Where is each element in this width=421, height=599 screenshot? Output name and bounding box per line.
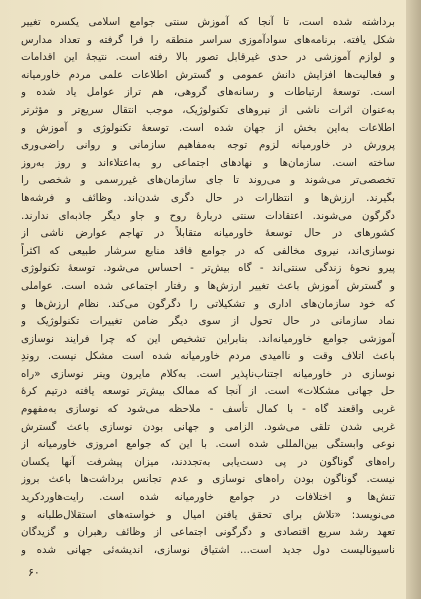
text-line: می‌نویسد: «تلاش برای تحقق یافتن امیال و خواسته‌های استقلال‌طلبانه و	[21, 508, 395, 521]
text-line: نوسازی‌اند، نیروی مخالفی که در جوامع فاقد منابع سرشار طبیعی که اکثراً	[21, 244, 395, 257]
text-line: پیرو نحوهٔ زندگی سنتی‌اند - گاه بیش‌تر - احساس می‌شود. توسعهٔ تکنولوژی	[21, 262, 395, 275]
text-line: نیست. گوناگون بودن راه‌های نوسازی و عدم تجانس برداشت‌ها باعث بروز	[21, 473, 395, 486]
text-line: بگیرند. ارزش‌ها و انتظارات در حال دگری شدن‌اند. وظائف و فرشه‌ها	[21, 191, 395, 204]
text-line: ساخته است. سازمان‌ها و نهادهای اجتماعی رو به‌اعتلاء‌اند و روز به‌روز	[21, 156, 395, 169]
text-line: حل جهانی مشکلات» است. از آنجا که ممالک بیش‌تر توسعه یافته درتیم کرهٔ	[21, 385, 395, 398]
text-line: ناسیونالیست دول جدید است... اشتیاق نوسازی، اندیشه‌ئی جهانی شده و	[21, 543, 395, 556]
text-line: و لوازم آموزشی در حدی غیرقابل تصور بالا رفته است. نتیجهٔ این اقدامات	[21, 51, 395, 64]
text-line: برداشته شده است، تا آنجا که آموزش سنتی جوامع اسلامی یکسره تغییر	[21, 16, 395, 28]
text-line: و فعالیت‌ها افزایش دانش عمومی و گسترش اطلاعات علمی مردم خاورمیانه	[21, 68, 395, 81]
text-line: باعث اتلاف وقت و ناامیدی مردم خاورمیانه شده است مشکل نیست. روندِ	[21, 350, 395, 363]
page-edge	[406, 0, 421, 599]
text-line: غربی شدن تلقی می‌شود. الزامی و جهانی بودن نوسازی باعث گسترش	[21, 420, 395, 433]
text-line: کشورهای در حال توسعهٔ خاورمیانه متقابلاً در تهاجم عوارض ناشی از	[21, 227, 395, 240]
text-line: تنش‌ها و اختلافات در جوامع خاورمیانه شده است. رایت‌هاوردکرید	[21, 491, 395, 504]
text-line: اطلاعات به‌این بخش از جهان شده است. توسعهٔ تکنولوژی و آموزش و	[21, 121, 395, 134]
text-line: نماد سازمانی در حال تحول از سوی دیگر ضامن تغییرات تکنولوژیک و	[21, 315, 395, 328]
text-line: دگرگون می‌شوند. اعتقادات سنتی دربارهٔ روح و جاو دیگر جاذبه‌ای ندارند.	[21, 209, 395, 222]
text-line: و گسترش آموزش باعث تغییر ارزش‌ها و رفتار اجتماعی شده است. عواملی	[21, 279, 395, 292]
text-line: پرورش در خاورمیانه لزوم توجه به‌مفاهیم سازمانی و روانی راضی‌وری	[21, 139, 395, 152]
page-number: ۶۰	[28, 566, 40, 579]
text-line: آموزشی جوامع خاورمیانه‌اند. بنابراین تشخیص این که چرا فرایند نوسازی	[21, 332, 395, 345]
text-line: تخصصی‌تر می‌شوند و می‌روند تا جای سازمان‌های غیررسمی و شخصی را	[21, 174, 395, 187]
body-text	[21, 14, 395, 559]
text-line: غربی واقعند گاه - با کمال تأسف - ملاحظه می‌شود که نوسازی به‌مفهوم	[21, 403, 395, 416]
text-line: شکل یافته. برنامه‌های سوادآموزی سراسر منطقه را فرا گرفته و تعداد مدارس	[21, 33, 395, 46]
text-line: تعهد رشد سریع اقتصادی و دگرگونی اجتماعی از وظائف رهبران و گزیدگان	[21, 526, 395, 539]
text-line: راه‌های گوناگون در پی دست‌یابی به‌تجددند، میزان پیشرفت آنها یکسان	[21, 455, 395, 468]
text-line: به‌عنوان اثرات ناشی از نیروهای تکنولوژیک، موجب انتقال سریع‌تر و مؤثرتر	[21, 103, 395, 116]
text-line: نوعی وابستگی بین‌المللی شده است. با این که جوامع امروزی خاورمیانه از	[21, 438, 395, 451]
text-line: که خود سازمان‌های اداری و تشکیلاتی را دگرگون می‌کند. نظام ارزش‌ها و	[21, 297, 395, 310]
text-line: نوسازی در خاورمیانه اجتناب‌ناپذیر است. به‌کلام مایرون وینر نوسازی «راه	[21, 367, 395, 380]
text-line: است. توسعهٔ ارتباطات و رسانه‌های گروهی، هم تراز عوامل یاد شده و	[21, 86, 395, 99]
